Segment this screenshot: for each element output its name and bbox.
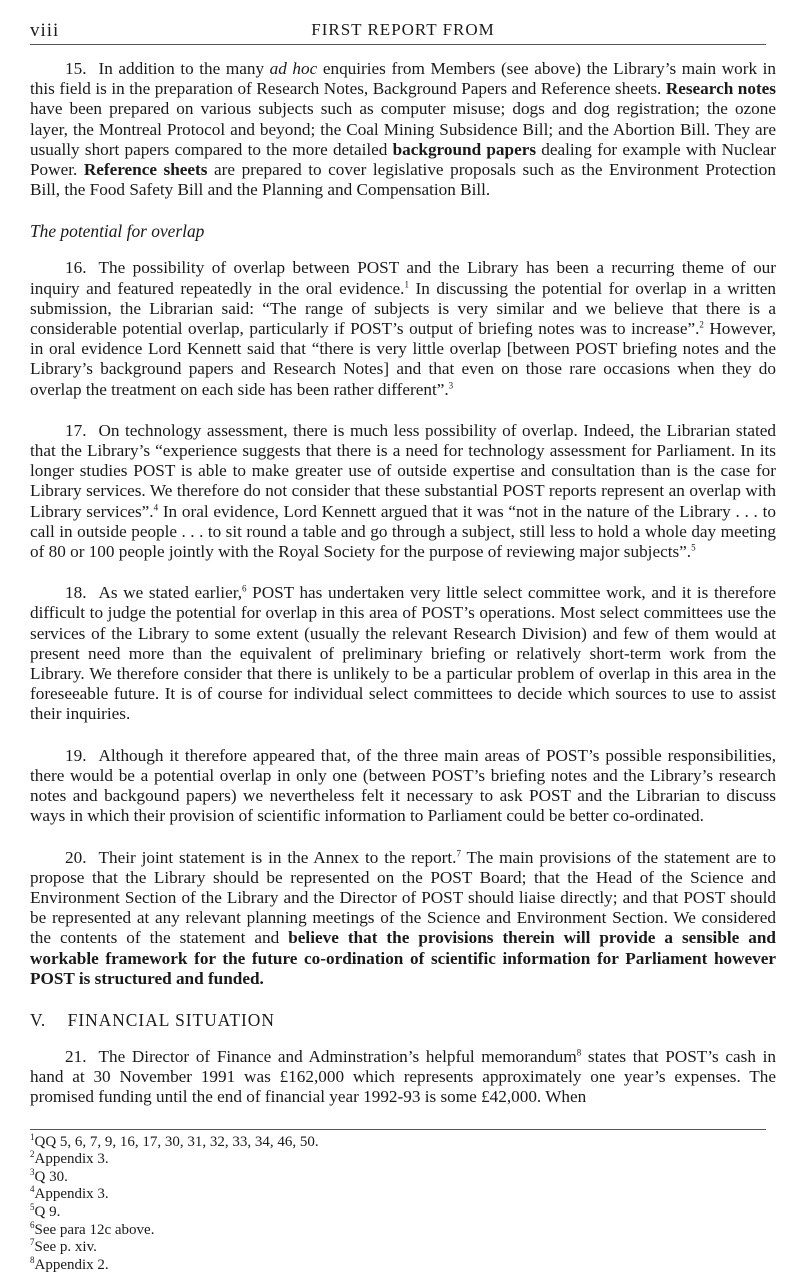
footnote-rule: [30, 1129, 766, 1130]
paragraph-number: 18.: [65, 583, 87, 603]
paragraph: [30, 583, 776, 724]
footnote-mark: 1: [30, 1131, 35, 1142]
paragraph-text: The possibility of overlap between POST and the Library has been a recurring theme of our inquiry and featured repeatedly in the oral evidence.$^1$ In discussing the potential for overlap in a written submission, the Librarian said: “The range of subjects is very similar and we believe that there is a considerable potential overlap, particularly if POST’s output of briefing notes was to increase”.$^2$ However, in oral evidence Lord Kennett said that “there is very little overlap [between POST briefing notes and the Library’s background papers and Research Notes] and that even on those rare occasions when they do overlap the treatment on each side has been rather different”.$^3$: [30, 258, 776, 399]
footnote-text: Q 9.: [34, 1203, 61, 1220]
paragraph-number: 17.: [65, 420, 87, 440]
body-text: [30, 59, 776, 1108]
paragraph: [30, 848, 776, 989]
paragraph-number: 16.: [65, 258, 87, 278]
footnote-mark: 8: [30, 1254, 35, 1265]
paragraph: [30, 1047, 776, 1108]
footnote: [30, 1201, 776, 1222]
paragraph-group-intro: [30, 59, 776, 200]
paragraph-text: The Director of Finance and Adminstration’s helpful memorandum$^8$ states that POST’s cash in hand at 30 November 1991 was £162,000 which represents approximately one year’s expenses. The promised funding until the end of financial year 1992-93 is some £42,000. When: [30, 1046, 776, 1107]
footnote-text: See para 12c above.: [34, 1221, 155, 1238]
paragraph-text: On technology assessment, there is much less possibility of overlap. Indeed, the Librarian stated that the Library’s “experience suggests that there is a need for technology assessment for Parliament. In its longer studies POST is able to make greater use of outside expertise and consultation than is the case for Library services. We therefore do not consider that these substantial POST reports represent an overlap with Library services”.$^4$ In oral evidence, Lord Kennett argued that it was “not in the nature of the Library . . . to call in outside people . . . to sit round a table and go through a subject, still less to hold a whole day meeting of 80 or 100 people jointly with the Royal Society for the purpose of reviewing major subjects”.$^5$: [30, 420, 776, 562]
paragraph: [30, 258, 776, 399]
footnotes: [30, 1131, 776, 1274]
footnote: [30, 1239, 776, 1257]
footnote: [30, 1131, 776, 1152]
footnote: [30, 1166, 776, 1187]
paragraph-text: Their joint statement is in the Annex to the report.$^7$ The main provisions of the statement are to propose that the Library should be represented on the POST Board; that the Head of the Science and Environment Section of the Library and the Director of POST should liaise directly; and that POST should be represented at any relevant planning meetings of the Science and Environment Section. We considered the contents of the statement and believe that the provisions therein will provide a sensible and workable framework for the future co-ordination of scientific information for Parliament however POST is structured and funded.: [30, 847, 776, 988]
footnote-mark: 6: [30, 1219, 35, 1230]
section-heading: [30, 1010, 776, 1031]
paragraph-number: 15.: [65, 59, 87, 78]
paragraph: [30, 59, 776, 200]
footnote-mark: 3: [30, 1166, 35, 1177]
footnote: [30, 1219, 776, 1240]
subheading-overlap: The potential for overlap: [30, 221, 205, 242]
section-number: V.: [30, 1009, 46, 1030]
section-title: FINANCIAL SITUATION: [67, 1009, 275, 1030]
paragraph-text: As we stated earlier,$^6$ POST has undertaken very little select committee work, and it is therefore difficult to judge the potential for overlap in this area of POST’s operations. Most select committees use the services of the Library to some extent (usually the relevant Research Division) and few of them would at present need more than the equivalent of preliminary briefing or relatively short-term work from the Library. We therefore consider that there is unlikely to be a particular problem of overlap in this area in the foreseeable future. It is of course for individual select committees to decide which sources to use to assist their inquiries.: [30, 583, 776, 724]
footnote: [30, 1186, 776, 1204]
footnote-mark: 2: [30, 1149, 35, 1160]
running-head: [30, 0, 776, 44]
footnote-text: See p. xiv.: [34, 1239, 97, 1256]
footnote-text: Appendix 2.: [34, 1256, 109, 1273]
paragraph-text: Although it therefore appeared that, of the three main areas of POST’s possible responsibilities, there would be a potential overlap in only one (between POST’s briefing notes and the Library’s research notes and backgound papers) we nevertheless felt it necessary to ask POST and the Librarian to discuss ways in which their provision of scientific information to Parliament could be better co-ordinated.: [30, 745, 776, 826]
footnote-mark: 4: [30, 1184, 35, 1195]
paragraph: [30, 421, 776, 562]
paragraph-number: 19.: [65, 745, 87, 765]
paragraph-group-overlap: [30, 258, 776, 989]
running-title: FIRST REPORT FROM: [311, 20, 495, 39]
footnote-mark: 5: [30, 1201, 35, 1212]
footnote: [30, 1254, 776, 1274]
paragraph-number: 21.: [65, 1046, 87, 1066]
footnote: [30, 1151, 776, 1169]
footnote-text: Appendix 3.: [34, 1151, 109, 1168]
footnote-text: Appendix 3.: [34, 1186, 109, 1203]
paragraph-number: 20.: [65, 847, 87, 867]
footnote-text: Q 30.: [34, 1168, 68, 1185]
header-rule: [30, 44, 766, 45]
paragraph: [30, 746, 776, 827]
paragraph-text: In addition to the many ad hoc enquiries from Members (see above) the Library’s main work in this field is in the preparation of Research Notes, Background Papers and Reference sheets. Research notes have been prepared on various subjects such as computer misuse; dogs and dog registration; the ozone layer, the Montreal Protocol and beyond; the Coal Mining Subsidence Bill; and the Abortion Bill. They are usually short papers compared to the more detailed background papers dealing for example with Nuclear Power. Reference sheets are prepared to cover legislative proposals such as the Environment Protection Bill, the Food Safety Bill and the Planning and Compensation Bill.: [30, 59, 776, 200]
paragraph-group-finance: [30, 1047, 776, 1108]
footnote-text: QQ 5, 6, 7, 9, 16, 17, 30, 31, 32, 33, 34, 46, 50.: [34, 1133, 319, 1150]
page-number: viii: [30, 20, 60, 41]
footnote-mark: 7: [30, 1237, 35, 1248]
